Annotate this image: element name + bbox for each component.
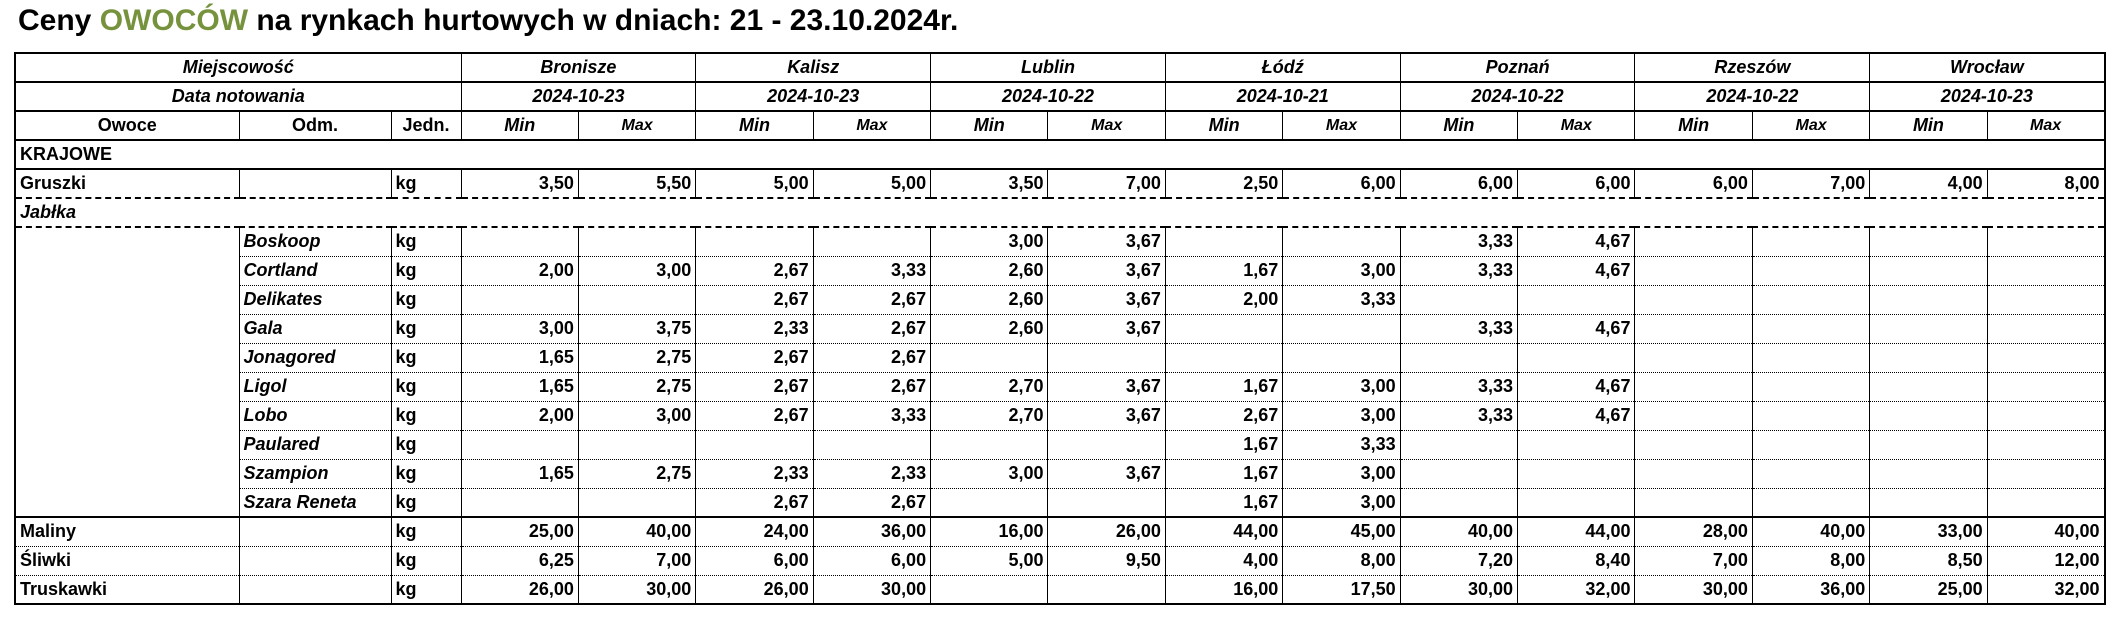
header-fruit: Owoce — [15, 111, 239, 140]
header-min: Min — [931, 111, 1048, 140]
variety-name: Lobo — [239, 401, 391, 430]
price-min: 25,00 — [1870, 575, 1987, 604]
price-min — [931, 488, 1048, 517]
price-max: 4,67 — [1518, 256, 1635, 285]
price-max: 3,75 — [578, 314, 695, 343]
market-name: Wrocław — [1870, 53, 2105, 82]
price-max: 26,00 — [1048, 517, 1165, 546]
header-min: Min — [461, 111, 578, 140]
fruit-cell — [15, 488, 239, 517]
price-min: 8,50 — [1870, 546, 1987, 575]
price-max: 40,00 — [1987, 517, 2104, 546]
price-max — [578, 488, 695, 517]
price-min: 3,00 — [461, 314, 578, 343]
price-max: 7,00 — [1752, 169, 1869, 198]
price-min — [1165, 227, 1282, 256]
unit-cell: kg — [391, 372, 461, 401]
price-max — [1283, 227, 1400, 256]
price-min — [931, 343, 1048, 372]
variety-cell — [239, 517, 391, 546]
header-min: Min — [696, 111, 813, 140]
unit-cell: kg — [391, 517, 461, 546]
price-max: 2,75 — [578, 372, 695, 401]
price-max: 3,33 — [1283, 285, 1400, 314]
group-row-apples — [15, 198, 2105, 227]
price-max: 4,67 — [1518, 372, 1635, 401]
price-min: 6,00 — [1635, 169, 1752, 198]
price-min: 3,50 — [931, 169, 1048, 198]
fruit-cell — [15, 372, 239, 401]
header-max: Max — [578, 111, 695, 140]
price-max — [578, 227, 695, 256]
table-body — [15, 140, 2105, 604]
price-min: 1,67 — [1165, 488, 1282, 517]
price-max — [1518, 343, 1635, 372]
price-min — [931, 575, 1048, 604]
variety-name: Gala — [239, 314, 391, 343]
table-row-apple — [15, 227, 2105, 256]
price-min: 1,65 — [461, 343, 578, 372]
header-max: Max — [1048, 111, 1165, 140]
price-min: 6,25 — [461, 546, 578, 575]
market-date: 2024-10-22 — [931, 82, 1166, 111]
price-max: 30,00 — [578, 575, 695, 604]
price-max: 7,00 — [578, 546, 695, 575]
price-max — [1518, 488, 1635, 517]
price-max: 3,67 — [1048, 314, 1165, 343]
price-min: 7,00 — [1635, 546, 1752, 575]
price-min: 2,33 — [696, 314, 813, 343]
fruit-name: Maliny — [15, 517, 239, 546]
price-min: 2,67 — [696, 372, 813, 401]
price-max: 6,00 — [813, 546, 930, 575]
price-max: 8,00 — [1752, 546, 1869, 575]
market-name: Bronisze — [461, 53, 696, 82]
price-max: 2,33 — [813, 459, 930, 488]
price-min — [1870, 372, 1987, 401]
price-min: 4,00 — [1165, 546, 1282, 575]
price-min: 2,70 — [931, 372, 1048, 401]
price-max — [1752, 285, 1869, 314]
fruit-cell — [15, 401, 239, 430]
price-min: 7,20 — [1400, 546, 1517, 575]
price-max — [1752, 314, 1869, 343]
price-max — [1048, 343, 1165, 372]
table-row-apple — [15, 372, 2105, 401]
price-min: 2,33 — [696, 459, 813, 488]
section-label: KRAJOWE — [15, 140, 2105, 169]
price-min: 44,00 — [1165, 517, 1282, 546]
price-min: 2,67 — [696, 488, 813, 517]
price-min — [1870, 256, 1987, 285]
price-max — [1048, 430, 1165, 459]
price-min: 2,50 — [1165, 169, 1282, 198]
price-max: 2,67 — [813, 488, 930, 517]
price-max — [813, 227, 930, 256]
price-max — [813, 430, 930, 459]
group-label: Jabłka — [15, 198, 2105, 227]
unit-cell: kg — [391, 401, 461, 430]
title-accent: OWOCÓW — [99, 4, 249, 37]
price-min: 1,65 — [461, 372, 578, 401]
price-max: 3,00 — [578, 401, 695, 430]
price-min: 1,65 — [461, 459, 578, 488]
title-prefix: Ceny — [18, 4, 100, 37]
price-min: 6,00 — [1400, 169, 1517, 198]
price-max: 3,33 — [813, 256, 930, 285]
fruit-cell — [15, 459, 239, 488]
price-max — [1518, 285, 1635, 314]
price-max: 2,75 — [578, 343, 695, 372]
variety-name: Delikates — [239, 285, 391, 314]
fruit-name: Śliwki — [15, 546, 239, 575]
price-max: 7,00 — [1048, 169, 1165, 198]
price-min — [1635, 459, 1752, 488]
price-max — [1283, 343, 1400, 372]
price-min: 3,00 — [931, 227, 1048, 256]
price-min: 2,67 — [696, 285, 813, 314]
price-max: 4,67 — [1518, 227, 1635, 256]
price-max — [1987, 285, 2104, 314]
price-min: 2,00 — [461, 401, 578, 430]
unit-cell: kg — [391, 169, 461, 198]
price-min — [1635, 227, 1752, 256]
price-max: 3,33 — [813, 401, 930, 430]
price-max: 3,67 — [1048, 372, 1165, 401]
price-min: 25,00 — [461, 517, 578, 546]
table-row-gruszki — [15, 169, 2105, 198]
price-min — [1400, 459, 1517, 488]
price-min — [1870, 314, 1987, 343]
table-row-fruit — [15, 517, 2105, 546]
market-name: Rzeszów — [1635, 53, 1870, 82]
header-date-label: Data notowania — [15, 82, 461, 111]
price-max: 8,00 — [1987, 169, 2104, 198]
header-row-dates — [15, 82, 2105, 111]
market-date: 2024-10-23 — [461, 82, 696, 111]
variety-name: Boskoop — [239, 227, 391, 256]
unit-cell: kg — [391, 575, 461, 604]
price-min: 6,00 — [696, 546, 813, 575]
market-date: 2024-10-22 — [1400, 82, 1635, 111]
price-max — [1752, 488, 1869, 517]
table-row-apple — [15, 343, 2105, 372]
price-max — [1752, 372, 1869, 401]
price-min: 2,67 — [696, 343, 813, 372]
price-min: 24,00 — [696, 517, 813, 546]
variety-name: Szampion — [239, 459, 391, 488]
price-min: 3,50 — [461, 169, 578, 198]
table-row-apple — [15, 314, 2105, 343]
price-max: 40,00 — [578, 517, 695, 546]
price-min — [1635, 488, 1752, 517]
price-max: 3,00 — [1283, 372, 1400, 401]
price-min: 3,33 — [1400, 227, 1517, 256]
header-min: Min — [1870, 111, 1987, 140]
variety-name: Cortland — [239, 256, 391, 285]
page-title — [18, 4, 958, 38]
price-min — [1165, 314, 1282, 343]
table-row-apple — [15, 401, 2105, 430]
price-min: 3,33 — [1400, 314, 1517, 343]
fruit-cell — [15, 285, 239, 314]
price-min — [1635, 430, 1752, 459]
price-min — [461, 430, 578, 459]
unit-cell: kg — [391, 314, 461, 343]
table-row-apple — [15, 459, 2105, 488]
price-min — [1870, 459, 1987, 488]
price-max: 45,00 — [1283, 517, 1400, 546]
unit-cell: kg — [391, 343, 461, 372]
table-row-apple — [15, 488, 2105, 517]
price-max — [578, 430, 695, 459]
price-max: 2,67 — [813, 285, 930, 314]
price-max: 44,00 — [1518, 517, 1635, 546]
title-suffix: na rynkach hurtowych w dniach: 21 - 23.10.2024r. — [248, 4, 959, 37]
price-min: 1,67 — [1165, 459, 1282, 488]
price-max — [1048, 575, 1165, 604]
price-min — [1870, 227, 1987, 256]
price-max: 8,00 — [1283, 546, 1400, 575]
header-variety: Odm. — [239, 111, 391, 140]
price-max — [1283, 314, 1400, 343]
price-min: 30,00 — [1635, 575, 1752, 604]
price-min — [1635, 256, 1752, 285]
price-min: 3,33 — [1400, 372, 1517, 401]
price-min — [696, 227, 813, 256]
price-min — [1635, 401, 1752, 430]
variety-name: Jonagored — [239, 343, 391, 372]
fruit-name: Gruszki — [15, 169, 239, 198]
price-min — [461, 285, 578, 314]
price-min: 2,70 — [931, 401, 1048, 430]
price-max: 36,00 — [1752, 575, 1869, 604]
price-max — [1987, 343, 2104, 372]
price-min: 2,60 — [931, 285, 1048, 314]
price-min — [931, 430, 1048, 459]
header-min: Min — [1635, 111, 1752, 140]
price-min — [1400, 488, 1517, 517]
price-max — [1752, 227, 1869, 256]
price-min: 16,00 — [931, 517, 1048, 546]
price-max — [1987, 459, 2104, 488]
variety-name: Paulared — [239, 430, 391, 459]
price-max: 3,67 — [1048, 285, 1165, 314]
price-min — [696, 430, 813, 459]
header-max: Max — [1283, 111, 1400, 140]
price-max: 2,67 — [813, 314, 930, 343]
price-max: 36,00 — [813, 517, 930, 546]
price-max: 6,00 — [1283, 169, 1400, 198]
price-max: 3,00 — [1283, 256, 1400, 285]
price-max: 5,00 — [813, 169, 930, 198]
price-min — [1400, 285, 1517, 314]
price-min: 2,00 — [1165, 285, 1282, 314]
price-max: 5,50 — [578, 169, 695, 198]
price-max — [1987, 372, 2104, 401]
table-row-fruit — [15, 546, 2105, 575]
market-name: Lublin — [931, 53, 1166, 82]
unit-cell: kg — [391, 227, 461, 256]
price-min: 26,00 — [696, 575, 813, 604]
table-row-apple — [15, 430, 2105, 459]
price-min — [1635, 285, 1752, 314]
price-max: 12,00 — [1987, 546, 2104, 575]
price-max: 3,00 — [1283, 401, 1400, 430]
price-max: 3,33 — [1283, 430, 1400, 459]
variety-cell — [239, 169, 391, 198]
variety-cell — [239, 546, 391, 575]
price-min: 5,00 — [931, 546, 1048, 575]
price-max — [1752, 430, 1869, 459]
header-row-columns — [15, 111, 2105, 140]
price-min — [1870, 401, 1987, 430]
unit-cell: kg — [391, 430, 461, 459]
price-max: 3,00 — [578, 256, 695, 285]
price-max — [578, 285, 695, 314]
price-min — [1635, 372, 1752, 401]
price-min — [1870, 430, 1987, 459]
price-min: 4,00 — [1870, 169, 1987, 198]
price-min: 2,60 — [931, 314, 1048, 343]
price-max: 3,67 — [1048, 459, 1165, 488]
price-max: 2,67 — [813, 372, 930, 401]
fruit-cell — [15, 314, 239, 343]
price-max — [1987, 314, 2104, 343]
price-min: 1,67 — [1165, 372, 1282, 401]
header-max: Max — [813, 111, 930, 140]
table-row-apple — [15, 256, 2105, 285]
price-max — [1752, 401, 1869, 430]
table-row-fruit — [15, 575, 2105, 604]
price-max: 6,00 — [1518, 169, 1635, 198]
price-max — [1987, 430, 2104, 459]
price-min — [461, 488, 578, 517]
price-min — [1635, 343, 1752, 372]
price-min: 2,00 — [461, 256, 578, 285]
price-min — [1870, 488, 1987, 517]
price-min — [461, 227, 578, 256]
price-min: 3,00 — [931, 459, 1048, 488]
fruit-cell — [15, 343, 239, 372]
price-min: 30,00 — [1400, 575, 1517, 604]
market-date: 2024-10-23 — [696, 82, 931, 111]
fruit-cell — [15, 227, 239, 256]
header-row-locations — [15, 53, 2105, 82]
price-max — [1987, 256, 2104, 285]
unit-cell: kg — [391, 256, 461, 285]
market-name: Poznań — [1400, 53, 1635, 82]
header-max: Max — [1752, 111, 1869, 140]
price-min — [1635, 314, 1752, 343]
header-unit: Jedn. — [391, 111, 461, 140]
price-max — [1518, 430, 1635, 459]
header-min: Min — [1165, 111, 1282, 140]
header-min: Min — [1400, 111, 1517, 140]
market-name: Łódź — [1165, 53, 1400, 82]
price-min — [1400, 430, 1517, 459]
price-min: 2,67 — [1165, 401, 1282, 430]
unit-cell: kg — [391, 285, 461, 314]
price-max: 3,67 — [1048, 401, 1165, 430]
price-max: 9,50 — [1048, 546, 1165, 575]
price-min — [1165, 343, 1282, 372]
fruit-cell — [15, 430, 239, 459]
price-min: 2,67 — [696, 256, 813, 285]
price-max — [1518, 459, 1635, 488]
price-min — [1870, 285, 1987, 314]
section-row — [15, 140, 2105, 169]
price-min: 2,60 — [931, 256, 1048, 285]
price-max: 3,00 — [1283, 459, 1400, 488]
price-max — [1752, 256, 1869, 285]
price-min: 26,00 — [461, 575, 578, 604]
price-table — [14, 52, 2106, 605]
table-row-apple — [15, 285, 2105, 314]
price-max: 2,75 — [578, 459, 695, 488]
price-min: 28,00 — [1635, 517, 1752, 546]
price-max: 40,00 — [1752, 517, 1869, 546]
market-name: Kalisz — [696, 53, 931, 82]
header-max: Max — [1987, 111, 2104, 140]
price-max — [1752, 459, 1869, 488]
price-max: 2,67 — [813, 343, 930, 372]
market-date: 2024-10-21 — [1165, 82, 1400, 111]
price-min: 1,67 — [1165, 256, 1282, 285]
variety-cell — [239, 575, 391, 604]
price-max: 8,40 — [1518, 546, 1635, 575]
price-max: 3,67 — [1048, 227, 1165, 256]
unit-cell: kg — [391, 488, 461, 517]
fruit-cell — [15, 256, 239, 285]
header-location-label: Miejscowość — [15, 53, 461, 82]
price-min: 5,00 — [696, 169, 813, 198]
price-max: 3,67 — [1048, 256, 1165, 285]
variety-name: Szara Reneta — [239, 488, 391, 517]
price-max: 32,00 — [1987, 575, 2104, 604]
price-min: 40,00 — [1400, 517, 1517, 546]
price-max: 3,00 — [1283, 488, 1400, 517]
market-date: 2024-10-22 — [1635, 82, 1870, 111]
fruit-name: Truskawki — [15, 575, 239, 604]
price-max — [1987, 401, 2104, 430]
price-min: 16,00 — [1165, 575, 1282, 604]
price-min: 33,00 — [1870, 517, 1987, 546]
price-min: 3,33 — [1400, 256, 1517, 285]
price-max: 4,67 — [1518, 314, 1635, 343]
price-min: 1,67 — [1165, 430, 1282, 459]
price-max: 17,50 — [1283, 575, 1400, 604]
price-max — [1987, 227, 2104, 256]
price-min — [1400, 343, 1517, 372]
unit-cell: kg — [391, 546, 461, 575]
price-min: 3,33 — [1400, 401, 1517, 430]
price-min: 2,67 — [696, 401, 813, 430]
price-min — [1870, 343, 1987, 372]
header-max: Max — [1518, 111, 1635, 140]
variety-name: Ligol — [239, 372, 391, 401]
price-max: 32,00 — [1518, 575, 1635, 604]
price-max — [1752, 343, 1869, 372]
market-date: 2024-10-23 — [1870, 82, 2105, 111]
price-max — [1048, 488, 1165, 517]
price-max: 4,67 — [1518, 401, 1635, 430]
unit-cell: kg — [391, 459, 461, 488]
price-max — [1987, 488, 2104, 517]
price-max: 30,00 — [813, 575, 930, 604]
